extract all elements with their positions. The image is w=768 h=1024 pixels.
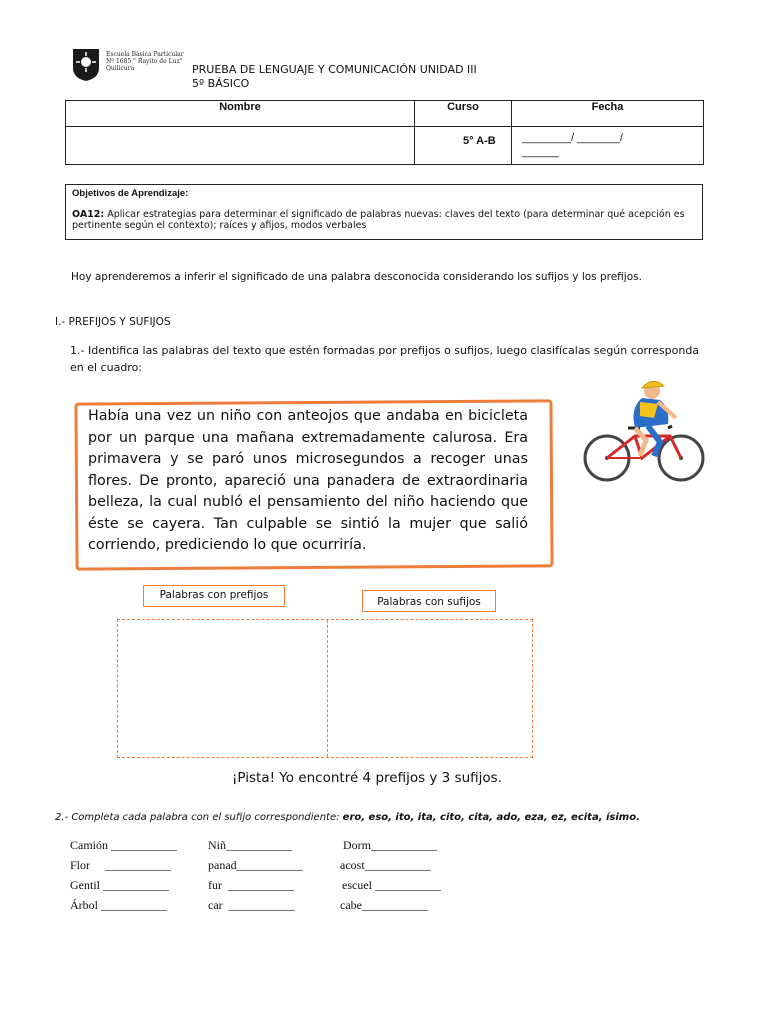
- cyclist-image: [580, 378, 710, 483]
- question-1: 1.- Identifica las palabras del texto que estén formadas por prefijos o sufijos, luego clasifícalas según corresponda en el cuadro:: [70, 344, 700, 374]
- suffix-list: ero, eso, ito, ita, cito, cita, ado, eza, ez, ecita, ísimo.: [342, 812, 640, 823]
- classification-divider: [327, 620, 328, 757]
- word-item[interactable]: Camión ___________: [70, 838, 177, 852]
- school-name: [106, 51, 184, 72]
- word-item[interactable]: Dorm___________: [343, 838, 437, 852]
- label-suffixes: [362, 590, 496, 612]
- school-logo: [71, 48, 101, 82]
- intro-text: Hoy aprenderemos a inferir el significado de una palabra desconocida considerando los sufijos y los prefijos.: [71, 271, 642, 283]
- word-item[interactable]: fur ___________: [208, 878, 294, 892]
- section-1-title: I.- PREFIJOS Y SUFIJOS: [55, 316, 171, 328]
- word-item[interactable]: cabe___________: [340, 898, 428, 912]
- objectives-text: [72, 209, 692, 231]
- question-2-instruction: 2.- Completa cada palabra con el sufijo correspondiente:: [55, 812, 343, 823]
- story-text: Había una vez un niño con anteojos que andaba en bicicleta por un parque una mañana extremadamente calurosa. Era primavera y se paró unos microsegundos a recoger unas flores. De pronto, apareció una panadera de extraordinaria belleza, la cual nubló el pensamiento del niño haciendo que éste se cayera. Tan culpable se sintió la mujer que salió corriendo, prediciendo lo que ocurriría.: [88, 408, 528, 553]
- school-line: Quilicura: [106, 65, 135, 72]
- label-suffixes-part1: Palabras: [377, 596, 422, 608]
- test-title: [192, 63, 477, 91]
- word-item[interactable]: escuel ___________: [342, 878, 441, 892]
- header-curso: Curso: [415, 101, 512, 127]
- label-suffixes-part2: con sufijos: [421, 596, 481, 608]
- header-nombre: Nombre: [66, 101, 415, 127]
- word-item[interactable]: Gentil ___________: [70, 878, 169, 892]
- hint-text: ¡Pista! Yo encontré 4 prefijos y 3 sufijos.: [232, 770, 502, 786]
- date-blank: ______: [522, 146, 559, 158]
- question-2: [55, 812, 640, 823]
- objective-code: OA12:: [72, 209, 105, 220]
- word-item[interactable]: car ___________: [208, 898, 295, 912]
- fecha-cell[interactable]: [512, 127, 704, 165]
- objectives-heading: Objetivos de Aprendizaje:: [72, 188, 189, 199]
- student-info-table: [65, 100, 704, 165]
- classification-table[interactable]: [117, 619, 533, 758]
- curso-cell: 5° A-B: [415, 127, 512, 165]
- word-item[interactable]: acost___________: [340, 858, 431, 872]
- header-fecha: Fecha: [512, 101, 704, 127]
- school-line: Nº 1685 " Rayito de Luz": [106, 58, 183, 65]
- nombre-cell[interactable]: [66, 127, 415, 165]
- word-item[interactable]: Árbol ___________: [70, 898, 167, 912]
- grade-line: 5º BÁSICO: [192, 77, 250, 90]
- school-line: Escuela Básica Particular: [106, 51, 184, 58]
- word-item[interactable]: panad___________: [208, 858, 303, 872]
- date-blank: ________/ _______/: [522, 132, 623, 144]
- objective-description: Aplicar estrategias para determinar el significado de palabras nuevas: claves del texto (para determinar qué acepción es pertinente según el contexto); raíces y afijos, modos verbales: [72, 209, 685, 231]
- word-item[interactable]: Flor ___________: [70, 858, 172, 872]
- word-item[interactable]: Niñ___________: [208, 838, 292, 852]
- label-prefixes: Palabras con prefijos: [143, 585, 285, 607]
- title-line: PRUEBA DE LENGUAJE Y COMUNICACIÓN UNIDAD III: [192, 63, 477, 76]
